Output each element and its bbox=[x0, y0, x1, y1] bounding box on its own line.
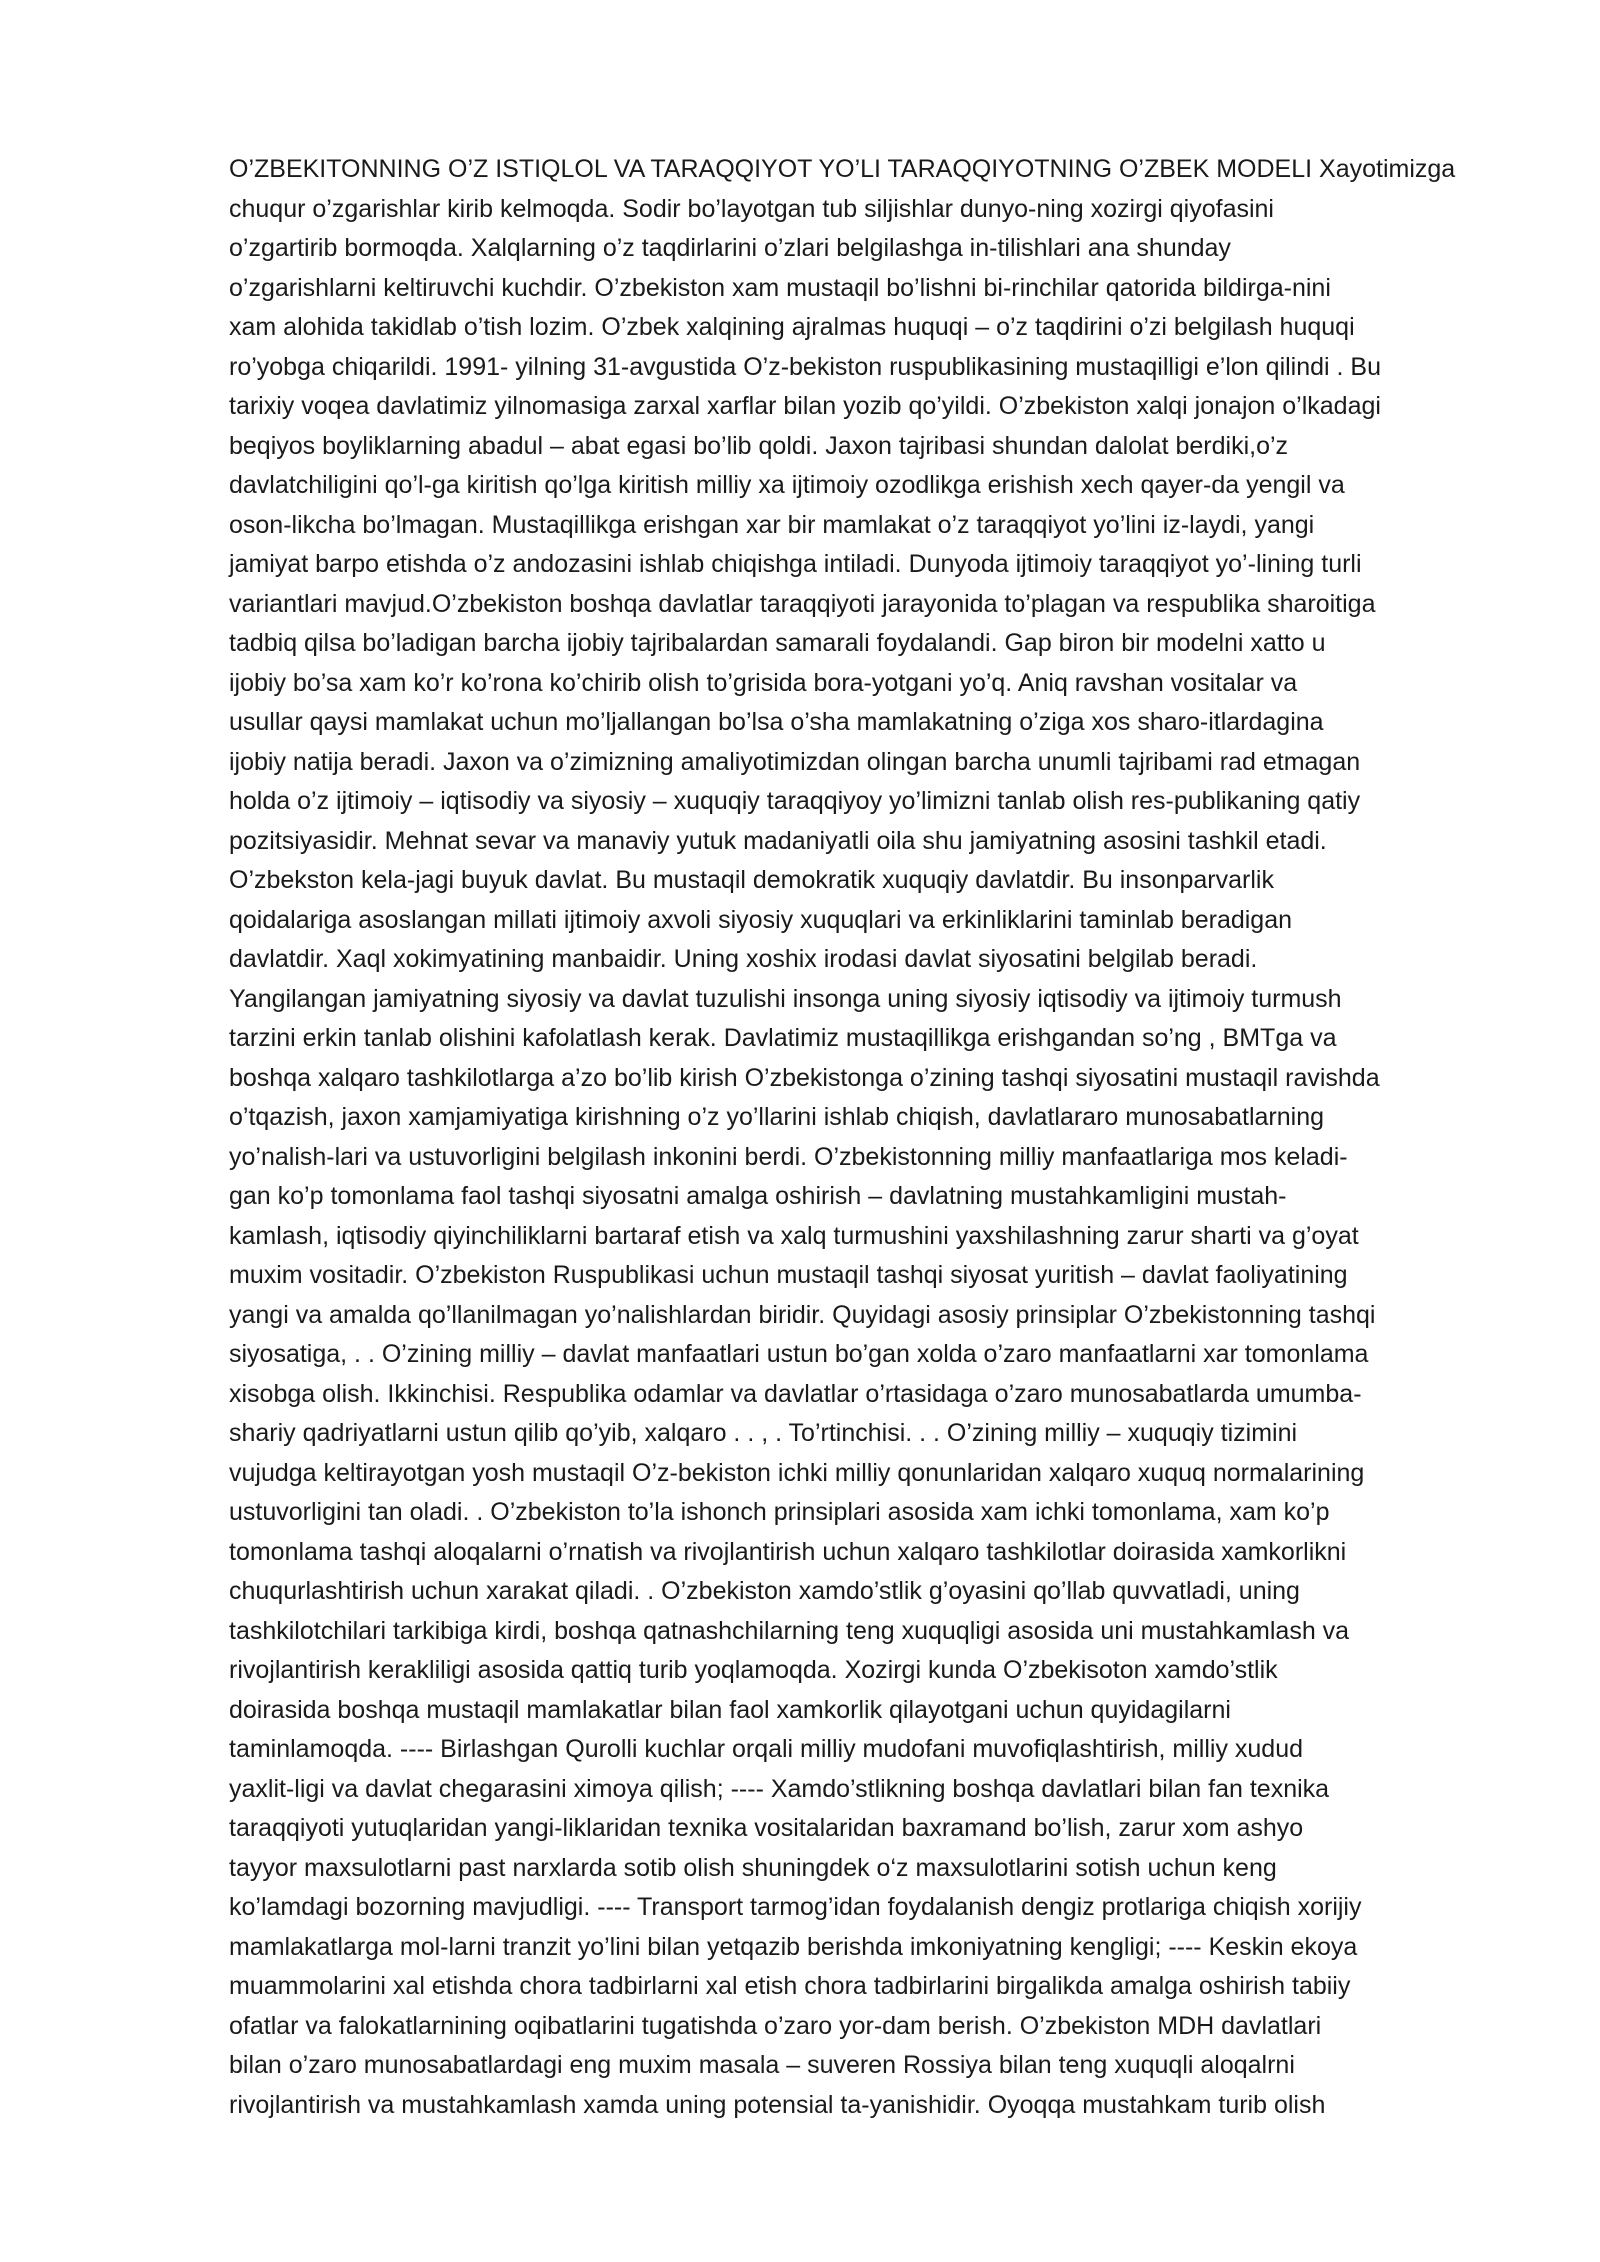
text-line: oson-likcha bo’lmagan. Mustaqillikga erishgan xar bir mamlakat o’z taraqqiyot yo’lini iz-laydi, yangi bbox=[229, 510, 1315, 539]
text-line: variantlari mavjud.O’zbekiston boshqa davlatlar taraqqiyoti jarayonida to’plagan va respublika sharoitiga bbox=[229, 589, 1376, 618]
text-line: rivojlantirish va mustahkamlash xamda uning potensial ta-yanishidir. Oyoqqa mustahkam turib olish bbox=[229, 2090, 1326, 2119]
text-line: holda o’z ijtimoiy – iqtisodiy va siyosiy – xuquqiy taraqqiyoy yo’limizni tanlab olish res-publikaning qatiy bbox=[229, 787, 1361, 815]
text-line: ro’yobga chiqarildi. 1991- yilning 31-avgustida O’z-bekiston ruspublikasining mustaqilligi e’lon qilindi . Bu bbox=[229, 352, 1382, 381]
text-line: ustuvorligini tan oladi. . O’zbekiston to’la ishonch prinsiplari asosida xam ichki tomonlama, xam ko’p bbox=[229, 1498, 1330, 1526]
text-line: boshqa xalqaro tashkilotlarga a’zo bo’lib kirish O’zbekistonga o’zining tashqi siyosatini mustaqil ravishda bbox=[229, 1063, 1380, 1092]
text-line: tarixiy voqea davlatimiz yilnomasiga zarxal xarflar bilan yozib qo’yildi. O’zbekiston xalqi jonajon o’lkadagi bbox=[229, 392, 1381, 420]
text-line: pozitsiyasidir. Mehnat sevar va manaviy yutuk madaniyatli oila shu jamiyatning asosini tashkil etadi. bbox=[229, 826, 1327, 855]
text-line: o’tqazish, jaxon xamjamiyatiga kirishning o’z yo’llarini ishlab chiqish, davlatlararo munosabatlarning bbox=[229, 1103, 1324, 1131]
text-line: rivojlantirish kerakliligi asosida qattiq turib yoqlamoqda. Xozirgi kunda O’zbekisoton xamdo’stlik bbox=[229, 1656, 1278, 1684]
text-line: qoidalariga asoslangan millati ijtimoiy axvoli siyosiy xuquqlari va erkinliklarini taminlab beradigan bbox=[229, 905, 1293, 934]
text-line: tarzini erkin tanlab olishini kafolatlash kerak. Davlatimiz mustaqillikga erishgandan so’ng , BMTga va bbox=[229, 1024, 1337, 1052]
text-line: O’zbekston kela-jagi buyuk davlat. Bu mustaqil demokratik xuquqiy davlatdir. Bu insonparvarlik bbox=[229, 866, 1274, 894]
text-line: o’zgarishlarni keltiruvchi kuchdir. O’zbekiston xam mustaqil bo’lishni bi-rinchilar qatorida bildirga-nini bbox=[229, 273, 1331, 302]
text-line: shariy qadriyatlarni ustun qilib qo’yib, xalqaro . . , . To’rtinchisi. . . O’zining milliy – xuquqiy tizimini bbox=[229, 1419, 1298, 1447]
body-text bbox=[229, 150, 1479, 2125]
text-line: chuqurlashtirish uchun xarakat qiladi. . O’zbekiston xamdo’stlik g’oyasini qo’llab quvvatladi, uning bbox=[229, 1577, 1300, 1605]
text-line: ko’lamdagi bozorning mavjudligi. ---- Transport tarmog’idan foydalanish dengiz protlariga chiqish xorijiy bbox=[229, 1893, 1362, 1921]
text-line: O’ZBEKITONNING O’Z ISTIQLOL VA TARAQQIYOT YO’LI TARAQQIYOTNING O’ZBEK MODELI Xayotimizga bbox=[229, 155, 1456, 183]
text-line: Yangilangan jamiyatning siyosiy va davlat tuzulishi insonga uning siyosiy iqtisodiy va ijtimoiy turmush bbox=[229, 984, 1342, 1013]
text-line: tadbiq qilsa bo’ladigan barcha ijobiy tajribalardan samarali foydalandi. Gap biron bir modelni xatto u bbox=[229, 629, 1326, 657]
text-line: taminlamoqda. ---- Birlashgan Qurolli kuchlar orqali milliy mudofani muvofiqlashtirish, milliy xudud bbox=[229, 1735, 1304, 1763]
text-line: taraqqiyoti yutuqlaridan yangi-liklaridan texnika vositalaridan baxramand bo’lish, zarur xom ashyo bbox=[229, 1814, 1304, 1842]
text-line: davlatdir. Xaql xokimyatining manbaidir. Uning xoshix irodasi davlat siyosatini belgilab beradi. bbox=[229, 945, 1258, 973]
text-line: gan ko’p tomonlama faol tashqi siyosatni amalga oshirish – davlatning mustahkamligini mustah- bbox=[229, 1182, 1287, 1210]
text-line: ijobiy bo’sa xam ko’r ko’rona ko’chirib olish to’grisida bora-yotgani yo’q. Aniq ravshan vositalar va bbox=[229, 668, 1298, 697]
text-line: chuqur o’zgarishlar kirib kelmoqda. Sodir bo’layotgan tub siljishlar dunyo-ning xozirgi qiyofasini bbox=[229, 194, 1274, 223]
text-line: xisobga olish. Ikkinchisi. Respublika odamlar va davlatlar o’rtasidaga o’zaro munosabatlarda umumba- bbox=[229, 1379, 1362, 1408]
text-line: doirasida boshqa mustaqil mamlakatlar bilan faol xamkorlik qilayotgani uchun quyidagilarni bbox=[229, 1695, 1231, 1724]
text-line: xam alohida takidlab o’tish lozim. O’zbek xalqining ajralmas huquqi – o’z taqdirini o’zi belgilash huquqi bbox=[229, 313, 1355, 341]
text-line: yangi va amalda qo’llanilmagan yo’nalishlardan biridir. Quyidagi asosiy prinsiplar O’zbekistonning tashqi bbox=[229, 1300, 1376, 1329]
text-line: ijobiy natija beradi. Jaxon va o’zimizning amaliyotimizdan olingan barcha unumli tajribami rad etmagan bbox=[229, 747, 1361, 776]
text-line: kamlash, iqtisodiy qiyinchiliklarni bartaraf etish va xalq turmushini yaxshilashning zarur sharti va g’oyat bbox=[229, 1221, 1359, 1250]
text-line: yo’nalish-lari va ustuvorligini belgilash inkonini berdi. O’zbekistonning milliy manfaatlariga mos keladi- bbox=[229, 1142, 1348, 1171]
text-line: muxim vositadir. O’zbekiston Ruspublikasi uchun mustaqil tashqi siyosat yuritish – davlat faoliyatining bbox=[229, 1261, 1348, 1289]
text-line: o’zgartirib bormoqda. Xalqlarning o’z taqdirlarini o’zlari belgilashga in-tilishlari ana shunday bbox=[229, 234, 1231, 262]
text-line: davlatchiligini qo’l-ga kiritish qo’lga kiritish milliy xa ijtimoiy ozodlikga erishish xech qayer-da yengil va bbox=[229, 471, 1345, 499]
text-line: jamiyat barpo etishda o’z andozasini ishlab chiqishga intiladi. Dunyoda ijtimoiy taraqqiyot yo’-lining turli bbox=[229, 550, 1362, 578]
text-line: tayyor maxsulotlarni past narxlarda sotib olish shuningdek o‘z maxsulotlarini sotish uchun keng bbox=[229, 1853, 1277, 1882]
text-line: yaxlit-ligi va davlat chegarasini ximoya qilish; ---- Xamdo’stlikning boshqa davlatlari bilan fan texnika bbox=[229, 1774, 1330, 1803]
text-line: mamlakatlarga mol-larni tranzit yo’lini bilan yetqazib berishda imkoniyatning kengligi; ---- Keskin ekoya bbox=[229, 1932, 1358, 1961]
text-line: tashkilotchilari tarkibiga kirdi, boshqa qatnashchilarning teng xuquqligi asosida uni mustahkamlash va bbox=[229, 1616, 1350, 1645]
text-line: beqiyos boyliklarning abadul – abat egasi bo’lib qoldi. Jaxon tajribasi shundan dalolat berdiki,o’z bbox=[229, 431, 1289, 460]
text-line: bilan o’zaro munosabatlardagi eng muxim masala – suveren Rossiya bilan teng xuquqli aloqalrni bbox=[229, 2051, 1295, 2079]
text-line: tomonlama tashqi aloqalarni o’rnatish va rivojlantirish uchun xalqaro tashkilotlar doirasida xamkorlikni bbox=[229, 1537, 1347, 1566]
text-line: muammolarini xal etishda chora tadbirlarni xal etish chora tadbirlarini birgalikda amalga oshirish tabiiy bbox=[229, 1972, 1351, 2000]
text-line: usullar qaysi mamlakat uchun mo’ljallangan bo’lsa o’sha mamlakatning o’ziga xos sharo-itlardagina bbox=[229, 708, 1324, 736]
text-line: vujudga keltirayotgan yosh mustaqil O’z-bekiston ichki milliy qonunlaridan xalqaro xuquq normalarining bbox=[229, 1458, 1365, 1487]
text-line: siyosatiga, . . O’zining milliy – davlat manfaatlari ustun bo’gan xolda o’zaro manfaatlarni xar tomonlama bbox=[229, 1340, 1369, 1368]
text-line: ofatlar va falokatlarnining oqibatlarini tugatishda o’zaro yor-dam berish. O’zbekiston MDH davlatlari bbox=[229, 2011, 1322, 2040]
